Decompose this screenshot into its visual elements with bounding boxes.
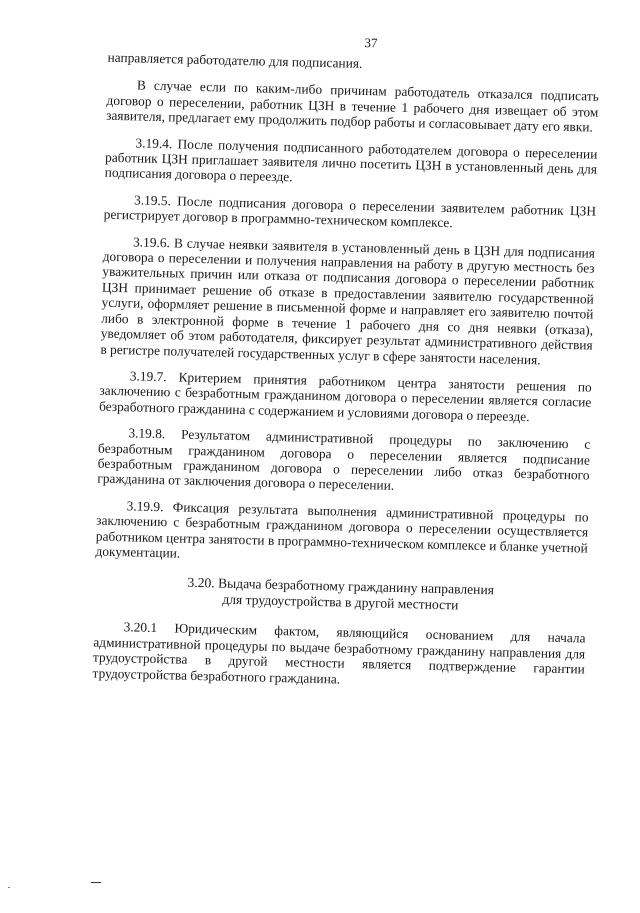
paragraph-3-19-7: 3.19.7. Критерием принятия работником центра занятости решения по заключению с безработным гражданином договора о переселении является согласие безработного гражданина с содержанием и условиями договора о переезде. [98, 368, 592, 424]
section-heading-3-20 [94, 573, 587, 617]
section-heading-line-1: 3.20. Выдача безработному гражданину направления [187, 575, 495, 598]
paragraph-3-19-5: 3.19.5. После подписания договора о переселении заявителем работник ЦЗН регистрирует договор в программно-техническом комплексе. [103, 192, 597, 231]
paragraph-3-19-8: 3.19.8. Результатом административной процедуры по заключению с безработным гражданином договора о переселении является подписание безработным гражданином договора о переселении либо отказ безработного гражданина от заключения договора о переселении. [97, 425, 591, 494]
paragraph-3-19-4: 3.19.4. После получения подписанного работодателем договора о переселении работник ЦЗН приглашает заявителя лично посетить ЦЗН в установленный день для подписания договора о переезде. [104, 135, 598, 185]
paragraph-3-19-9: 3.19.9. Фиксация результата выполнения административной процедуры по заключению с безработным гражданином договора о переселении осуществляется работником центра занятости в программно-техническом комплексе и бланке учетной документации. [95, 498, 589, 561]
document-body [92, 50, 600, 704]
paragraph-employer-refusal: В случае если по каким-либо причинам работодатель отказался подписать договор о переселении, работник ЦЗН в течение 1 рабочего дня извещает об этом заявителя, предлагает ему продолжить подбор работы и согласовывает дату его явки. [105, 77, 599, 135]
paragraph-continuation: направляется работодателю для подписания. [107, 49, 363, 71]
page-number: 37 [364, 34, 378, 51]
scan-dot [8, 887, 10, 888]
paragraph-3-19-6: 3.19.6. В случае неявки заявителя в установленный день в ЦЗН для подписания договора о переселении и получения направления на работу в другую местность без уважительных причин или отказа от подписания договора о переселении работник ЦЗН принимает решение об отказе в предоставлении заявителю государственной услуги, оформляет решение в письменной форме и направляет его заявителю почтой либо в электронной форме в течение 1 рабочего дня со дня неявки (отказа), уведомляет об этом работодателя, фиксирует результат административного действия в регистре получателей государственных услуг в сфере занятости населения. [100, 234, 596, 367]
section-heading-line-2: для трудоустройства в другой местности [222, 592, 459, 613]
scan-mark [91, 882, 101, 883]
paragraph-3-20-1: 3.20.1 Юридическим фактом, являющийся основанием для начала административной процедуры по выдаче безработному гражданину направления для трудоустройства в другой местности является подтверждение гарантии трудоустройства безработного гражданина. [92, 619, 586, 687]
